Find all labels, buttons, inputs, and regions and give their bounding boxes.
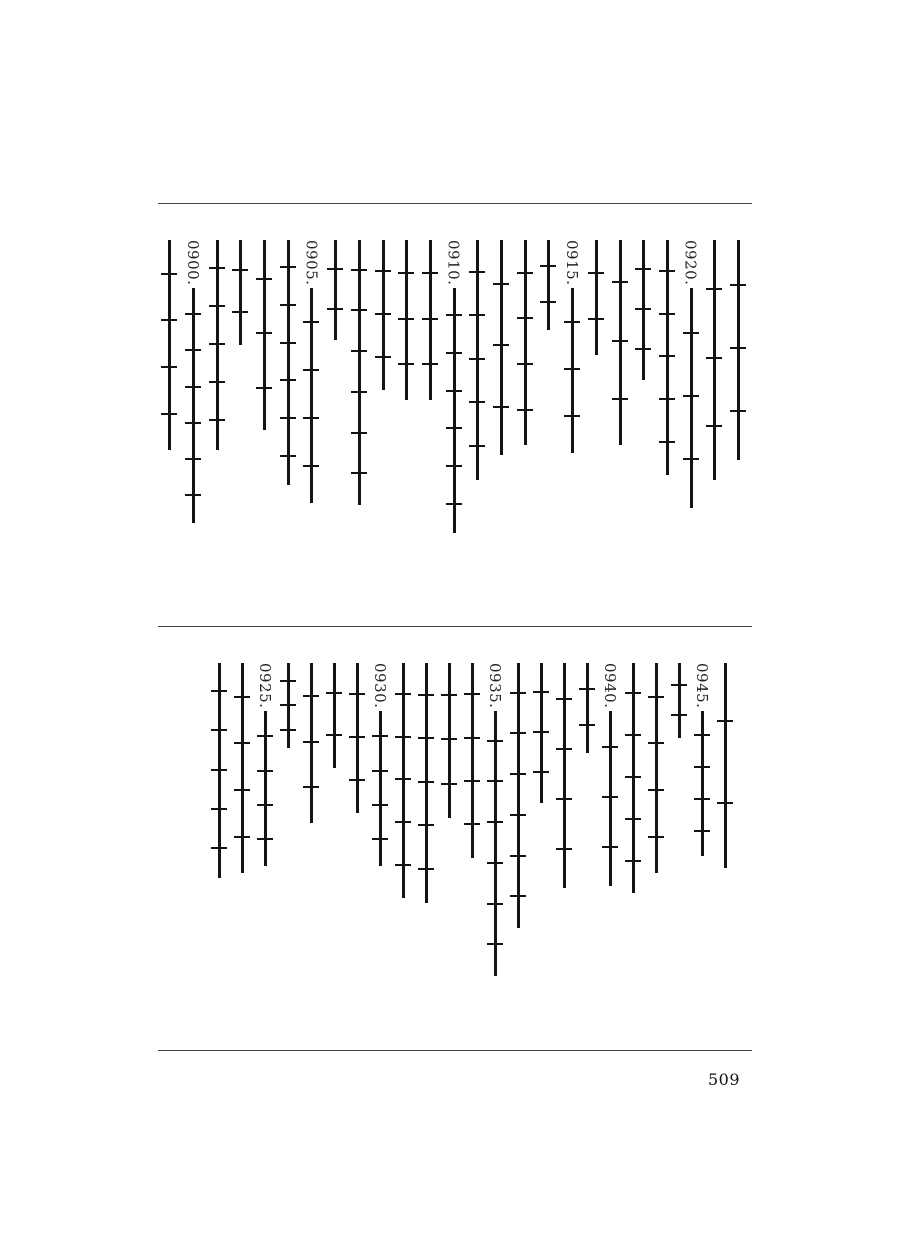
mongolian-script-line xyxy=(493,240,509,455)
mongolian-script-line xyxy=(395,663,411,898)
text-column xyxy=(643,663,669,953)
mongolian-script-line xyxy=(441,663,457,818)
text-column xyxy=(574,663,600,953)
mongolian-script-line xyxy=(659,240,675,475)
mongolian-script-line xyxy=(422,240,438,400)
mongolian-script-line xyxy=(209,240,225,450)
text-column xyxy=(678,240,704,530)
text-column xyxy=(701,240,727,530)
text-column xyxy=(464,240,490,530)
mongolian-script-line xyxy=(602,711,618,886)
mongolian-script-line xyxy=(351,240,367,505)
mongolian-script-line xyxy=(327,240,343,340)
text-column xyxy=(436,663,462,953)
line-number: 0935. xyxy=(486,663,504,709)
text-column xyxy=(712,663,738,953)
mongolian-script-line xyxy=(418,663,434,903)
mongolian-script-line xyxy=(303,663,319,823)
text-column xyxy=(725,240,751,530)
text-column xyxy=(488,240,514,530)
mongolian-script-line xyxy=(564,288,580,453)
text-column xyxy=(583,240,609,530)
text-column xyxy=(535,240,561,530)
text-column xyxy=(630,240,656,530)
text-column xyxy=(322,240,348,530)
line-number: 0945. xyxy=(693,663,711,709)
text-column xyxy=(156,240,182,530)
mongolian-script-line xyxy=(730,240,746,460)
text-column xyxy=(180,240,206,530)
line-number: 0920. xyxy=(681,240,700,286)
mongolian-script-line xyxy=(510,663,526,928)
text-column xyxy=(227,240,253,530)
text-column xyxy=(654,240,680,530)
mongolian-script-line xyxy=(487,711,503,976)
text-column xyxy=(275,663,301,953)
line-number: 0940. xyxy=(601,663,619,709)
mongolian-script-line xyxy=(717,663,733,868)
text-column xyxy=(251,240,277,530)
mongolian-script-line xyxy=(588,240,604,355)
text-column xyxy=(512,240,538,530)
mongolian-script-line xyxy=(398,240,414,400)
mongolian-script-line xyxy=(540,240,556,330)
mongolian-script-line xyxy=(372,711,388,866)
text-column xyxy=(321,663,347,953)
text-column xyxy=(206,663,232,953)
text-column xyxy=(417,240,443,530)
line-number: 0915. xyxy=(563,240,582,286)
mongolian-script-line xyxy=(280,663,296,748)
mongolian-script-line xyxy=(280,240,296,485)
line-number: 0910. xyxy=(444,240,463,286)
mongolian-script-line xyxy=(446,288,462,533)
mongolian-script-line xyxy=(694,711,710,856)
text-column xyxy=(620,663,646,953)
mongolian-script-line xyxy=(556,663,572,888)
mongolian-script-line xyxy=(257,711,273,866)
mongolian-script-line xyxy=(161,240,177,450)
mongolian-script-line xyxy=(648,663,664,873)
mongolian-script-line xyxy=(256,240,272,430)
page-number: 509 xyxy=(708,1070,741,1089)
text-column xyxy=(559,240,585,530)
text-column xyxy=(505,663,531,953)
text-column xyxy=(298,240,324,530)
text-column xyxy=(459,663,485,953)
lower-text-panel xyxy=(158,663,752,953)
text-column xyxy=(393,240,419,530)
text-column xyxy=(551,663,577,953)
mongolian-script-line xyxy=(375,240,391,390)
line-number: 0905. xyxy=(302,240,321,286)
text-column xyxy=(666,663,692,953)
mongolian-script-line xyxy=(612,240,628,445)
mongolian-script-line xyxy=(211,663,227,878)
text-column xyxy=(204,240,230,530)
mongolian-script-line xyxy=(635,240,651,380)
text-column xyxy=(229,663,255,953)
mongolian-script-line xyxy=(517,240,533,445)
mongolian-script-line xyxy=(671,663,687,738)
mongolian-script-line xyxy=(625,663,641,893)
mongolian-script-line xyxy=(234,663,250,873)
text-column xyxy=(344,663,370,953)
mongolian-script-line xyxy=(683,288,699,508)
text-column xyxy=(370,240,396,530)
middle-rule xyxy=(158,626,752,627)
mongolian-script-line xyxy=(469,240,485,480)
line-number: 0925. xyxy=(256,663,274,709)
text-column xyxy=(252,663,278,953)
text-column xyxy=(482,663,508,953)
mongolian-script-line xyxy=(579,663,595,753)
text-column xyxy=(413,663,439,953)
text-column xyxy=(597,663,623,953)
text-column xyxy=(346,240,372,530)
mongolian-script-line xyxy=(349,663,365,813)
line-number: 0930. xyxy=(371,663,389,709)
text-column xyxy=(441,240,467,530)
bottom-rule xyxy=(158,1050,752,1051)
mongolian-script-line xyxy=(706,240,722,480)
mongolian-script-line xyxy=(185,288,201,523)
line-number: 0900. xyxy=(183,240,202,286)
mongolian-script-line xyxy=(533,663,549,803)
mongolian-script-line xyxy=(232,240,248,345)
mongolian-script-line xyxy=(326,663,342,768)
text-column xyxy=(275,240,301,530)
top-rule xyxy=(158,203,752,204)
text-column xyxy=(689,663,715,953)
mongolian-script-line xyxy=(464,663,480,858)
text-column xyxy=(390,663,416,953)
text-column xyxy=(298,663,324,953)
text-column xyxy=(367,663,393,953)
mongolian-script-line xyxy=(303,288,319,503)
upper-text-panel xyxy=(158,240,752,530)
text-column xyxy=(607,240,633,530)
text-column xyxy=(528,663,554,953)
